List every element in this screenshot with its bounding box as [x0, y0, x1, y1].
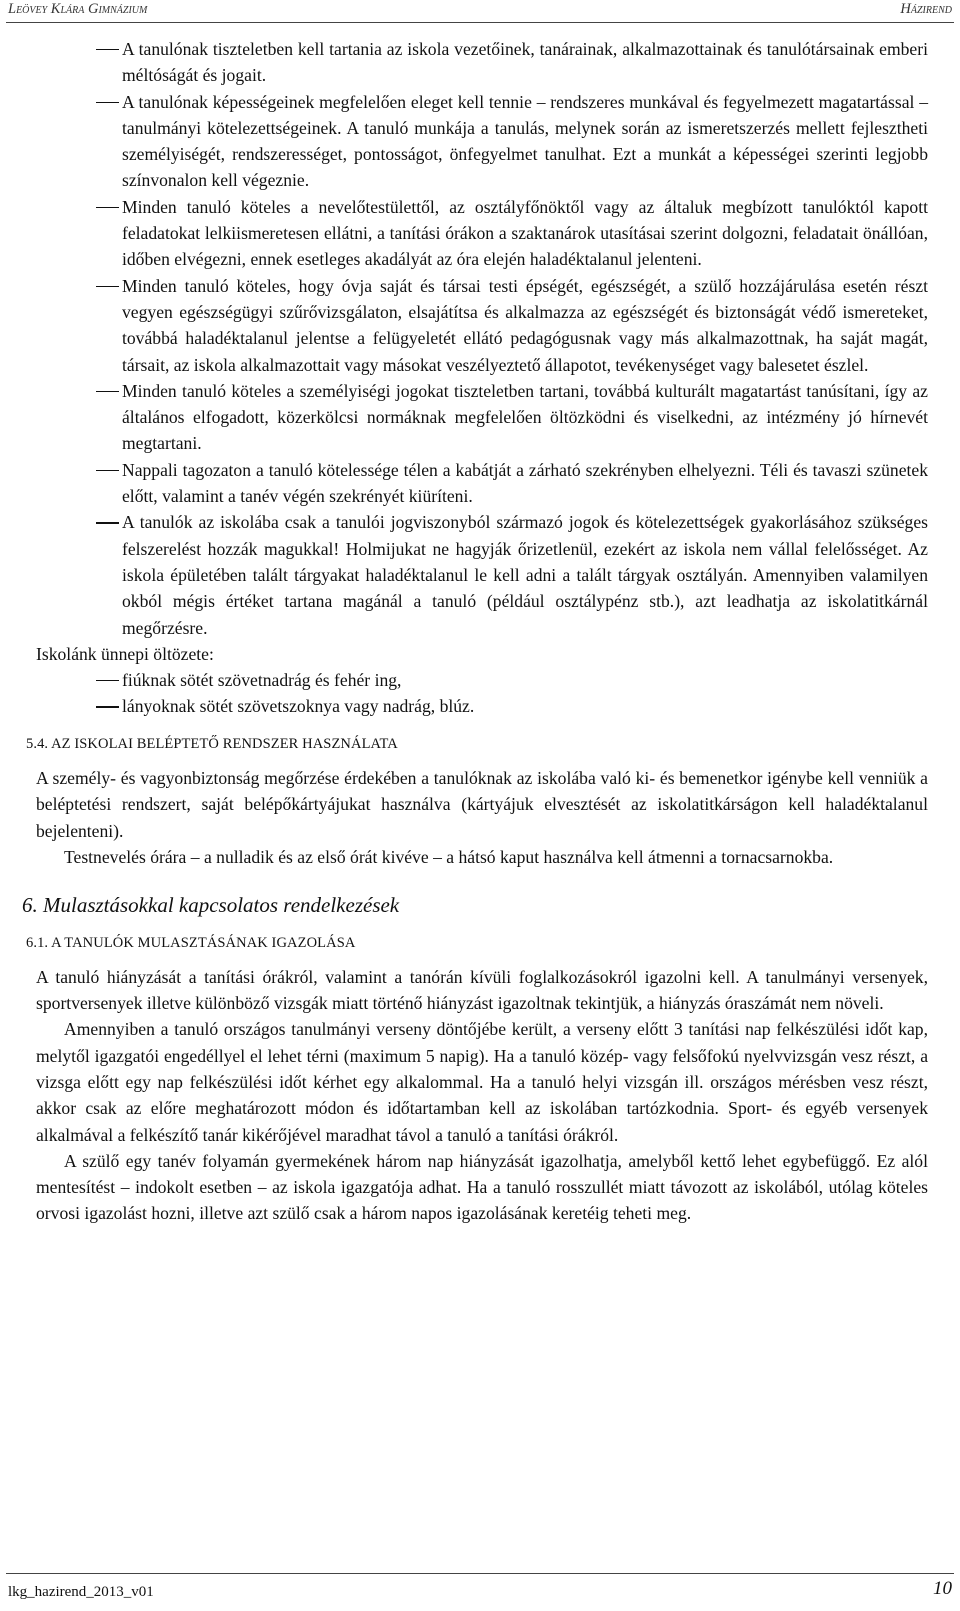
- paragraph: A személy- és vagyonbiztonság megőrzése érdekében a tanulóknak az iskolába való ki- és bemenetkor igénybe kell venniük a beléptetési rendszert, saját belépőkártyájukat használva (kártyájuk elvesztését az iskolatitkárságon kell haladéktalanul bejelenteni).: [36, 768, 928, 841]
- paragraph: A tanuló hiányzását a tanítási órákról, valamint a tanórán kívüli foglalkozásokról igazolni kell. A tanulmányi versenyek, sportversenyek illetve különböző vizsgák miatt történő hiányzást igazoltnak tekintjük, a hiányzás óraszámát nem növeli.: [36, 966, 928, 1014]
- student-duties-list: [36, 36, 928, 641]
- list-item: A tanulónak tiszteletben kell tartania az iskola vezetőinek, tanárainak, alkalmazottainak és tanulótársainak emberi méltóságát és jogait.: [36, 36, 928, 89]
- dress-list: [36, 667, 928, 720]
- dress-intro: Iskolánk ünnepi öltözete:: [36, 643, 214, 664]
- paragraph: Amennyiben a tanuló országos tanulmányi verseny döntőjébe került, a verseny előtt 3 tanítási nap felkészülési időt kap, melytől igazgatói engedéllyel el lehet térni (maximum 5 napig). Ha a tanuló közép- vagy felsőfokú nyelvvizsgán vesz részt, a vizsga előtt egy nap felkészülési időt kérhet egy alkalommal. Ha a tanuló helyi vizsgán ill. országos mérésben vesz részt, akkor csak az előre meghatározott módon és időtartamban kell az iskolában tartózkodnia. Sport- és egyéb versenyek alkalmával a felkészítő tanár kikérőjével maradhat távol a tanuló a tanítási órákról.: [36, 1019, 928, 1145]
- section-heading-6-1: 6.1. A TANULÓK MULASZTÁSÁNAK IGAZOLÁSA: [26, 934, 356, 951]
- list-item: fiúknak sötét szövetnadrág és fehér ing,: [36, 667, 928, 693]
- page-number: 10: [933, 1578, 952, 1599]
- paragraph: A szülő egy tanév folyamán gyermekének három nap hiányzását igazolhatja, amelyből kettő lehet egybefüggő. Ez alól mentesítést – indokolt esetben – az iskola igazgatója adhat. Ha a tanuló rosszullét miatt távozott az iskolából, utólag köteles orvosi igazolást hozni, illetve azt szülő csak a három napos igazolásának keretéig teheti meg.: [36, 1150, 928, 1224]
- section-heading-5-4: 5.4. AZ ISKOLAI BELÉPTETŐ RENDSZER HASZNÁLATA: [26, 735, 398, 752]
- list-item: Nappali tagozaton a tanuló kötelessége télen a kabátját a zárható szekrényben elhelyezni. Téli és tavaszi szünetek előtt, valamint a tanév végén szekrényét kiüríteni.: [36, 457, 928, 510]
- page-footer: [6, 1573, 954, 1610]
- header-school-name: Leövey Klára Gimnázium: [8, 1, 148, 17]
- list-item: Minden tanuló köteles a személyiségi jogokat tiszteletben tartani, továbbá kulturált magatartást tanúsítani, így az általános elfogadott, közerkölcsi normáknak megfelelően öltözködni és viselkedni, az intézmény jó hírnevét megtartani.: [36, 378, 928, 457]
- list-item: Minden tanuló köteles a nevelőtestülettől, az osztályfőnöktől vagy az általuk megbízott tanulóktól kapott feladatokat lelkiismeretesen ellátni, a tanítási órákon a szaktanárok utasításai szerint dolgozni, feladatait önállóan, időben elvégezni, ennek esetleges akadályát az óra elején haladéktalanul jelenteni.: [36, 194, 928, 273]
- page-header: [6, 0, 954, 23]
- header-doc-title: Házirend: [900, 1, 952, 17]
- list-item: A tanulónak képességeinek megfelelően eleget kell tennie – rendszeres munkával és fegyelmezett magatartással – tanulmányi kötelezettségeinek. A tanuló munkája a tanulás, melynek során az ismeretszerzés mellett fejlesztheti személyiségét, rendszerességet, pontosságot, önfegyelmet tanulhat. Ezt a munkát a képességei szerinti legjobb színvonalon kell végeznie.: [36, 89, 928, 194]
- footer-filename: lkg_hazirend_2013_v01: [8, 1584, 154, 1600]
- chapter-heading-6: 6. Mulasztásokkal kapcsolatos rendelkezések: [22, 893, 400, 918]
- paragraph: Testnevelés órára – a nulladik és az első órát kivéve – a hátsó kaput használva kell átmenni a tornacsarnokba.: [64, 846, 834, 867]
- list-item: Minden tanuló köteles, hogy óvja saját és társai testi épségét, egészségét, a szülő hozzájárulása esetén részt vegyen egészségügyi szűrővizsgálaton, elsajátítsa és alkalmazza az egészségét és biztonságát védő ismereteket, továbbá haladéktalanul jelentse a felügyeletét ellátó pedagógusnak vagy más alkalmazottnak, ha saját magát, társait, az iskola alkalmazottait vagy másokat veszélyeztető állapotot, tevékenységet vagy balesetet észlel.: [36, 273, 928, 378]
- list-item: lányoknak sötét szövetszoknya vagy nadrág, blúz.: [36, 693, 928, 719]
- list-item: A tanulók az iskolába csak a tanulói jogviszonyból származó jogok és kötelezettségek gyakorlásához szükséges felszerelést hozzák magukkal! Holmijukat ne hagyják őrizetlenül, ezekért az iskola nem vállal felelősséget. Az iskola épületében talált tárgyakat haladéktalanul le kell adni a talált tárgyak osztályán. Amennyiben valamilyen okból mégis értéket tartana magánál a tanuló (például osztálypénz stb.), azt leadhatja az iskolatitkárnál megőrzésre.: [36, 509, 928, 640]
- page-content: [22, 36, 928, 1227]
